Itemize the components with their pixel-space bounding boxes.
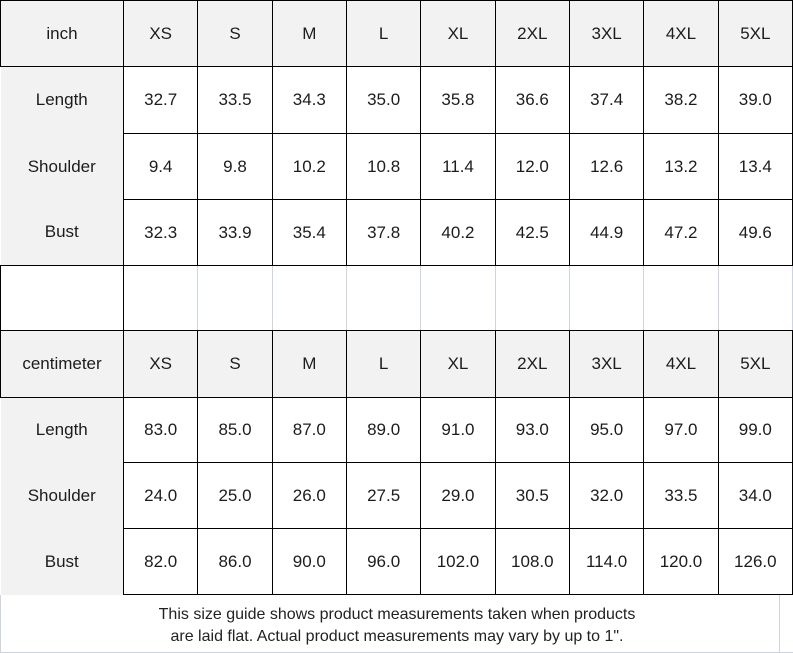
measurement-value: 44.9 (569, 200, 643, 266)
measurement-value: 13.2 (644, 134, 718, 200)
measurement-value: 9.8 (198, 134, 272, 200)
unit-header-centimeter: centimeter (1, 331, 124, 398)
measurement-value: 85.0 (198, 398, 272, 463)
measurement-value: 32.3 (124, 200, 198, 266)
measurement-value: 39.0 (718, 67, 792, 134)
size-column-header: S (198, 331, 272, 398)
disclaimer-line-2: are laid flat. Actual product measurements may vary by up to 1". (170, 628, 624, 645)
spacer-cell (272, 266, 346, 331)
measurement-label: Shoulder (1, 463, 124, 529)
measurement-value: 126.0 (718, 529, 792, 595)
measurement-value: 42.5 (495, 200, 569, 266)
measurement-value: 86.0 (198, 529, 272, 595)
size-column-header: L (346, 1, 420, 67)
measurement-value: 9.4 (124, 134, 198, 200)
spacer-row (1, 266, 793, 331)
size-column-header: 2XL (495, 331, 569, 398)
measurement-value: 26.0 (272, 463, 346, 529)
measurement-value: 35.8 (421, 67, 495, 134)
size-column-header: 4XL (644, 1, 718, 67)
spacer-cell (124, 266, 198, 331)
spacer-cell (644, 266, 718, 331)
row-length-inch (1, 67, 793, 134)
measurement-value: 97.0 (644, 398, 718, 463)
measurement-value: 95.0 (569, 398, 643, 463)
measurement-value: 10.8 (346, 134, 420, 200)
measurement-value: 37.8 (346, 200, 420, 266)
measurement-value: 32.7 (124, 67, 198, 134)
measurement-value: 37.4 (569, 67, 643, 134)
measurement-value: 33.9 (198, 200, 272, 266)
measurement-value: 90.0 (272, 529, 346, 595)
size-column-header: 2XL (495, 1, 569, 67)
size-column-header: 3XL (569, 1, 643, 67)
measurement-label: Bust (1, 200, 124, 266)
size-column-header: XL (421, 331, 495, 398)
disclaimer-line-1: This size guide shows product measurements taken when products (158, 606, 636, 623)
measurement-value: 49.6 (718, 200, 792, 266)
size-column-header: M (272, 1, 346, 67)
measurement-value: 35.0 (346, 67, 420, 134)
measurement-value: 33.5 (198, 67, 272, 134)
measurement-value: 82.0 (124, 529, 198, 595)
size-column-header: 5XL (718, 1, 792, 67)
measurement-value: 24.0 (124, 463, 198, 529)
header-row-centimeter (1, 331, 793, 398)
gridline (779, 595, 781, 652)
measurement-value: 34.0 (718, 463, 792, 529)
size-column-header: L (346, 331, 420, 398)
size-column-header: XS (124, 1, 198, 67)
measurement-value: 34.3 (272, 67, 346, 134)
size-column-header: 3XL (569, 331, 643, 398)
measurement-value: 91.0 (421, 398, 495, 463)
measurement-value: 47.2 (644, 200, 718, 266)
measurement-value: 38.2 (644, 67, 718, 134)
spacer-cell (421, 266, 495, 331)
header-row-inch (1, 1, 793, 67)
measurement-value: 12.6 (569, 134, 643, 200)
measurement-value: 83.0 (124, 398, 198, 463)
measurement-value: 32.0 (569, 463, 643, 529)
measurement-value: 40.2 (421, 200, 495, 266)
measurement-value: 96.0 (346, 529, 420, 595)
spacer-cell (495, 266, 569, 331)
spacer-cell (569, 266, 643, 331)
row-length-cm (1, 398, 793, 463)
measurement-label: Length (1, 398, 124, 463)
measurement-value: 27.5 (346, 463, 420, 529)
measurement-label: Length (1, 67, 124, 134)
measurement-value: 36.6 (495, 67, 569, 134)
measurement-value: 25.0 (198, 463, 272, 529)
row-shoulder-inch (1, 134, 793, 200)
measurement-value: 29.0 (421, 463, 495, 529)
row-bust-inch (1, 200, 793, 266)
measurement-value: 114.0 (569, 529, 643, 595)
measurement-label: Shoulder (1, 134, 124, 200)
measurement-value: 33.5 (644, 463, 718, 529)
measurement-value: 13.4 (718, 134, 792, 200)
measurement-value: 108.0 (495, 529, 569, 595)
row-bust-cm (1, 529, 793, 595)
spacer-cell (346, 266, 420, 331)
measurement-value: 11.4 (421, 134, 495, 200)
measurement-value: 120.0 (644, 529, 718, 595)
row-shoulder-cm (1, 463, 793, 529)
measurement-value: 89.0 (346, 398, 420, 463)
size-column-header: S (198, 1, 272, 67)
measurement-value: 99.0 (718, 398, 792, 463)
measurement-value: 30.5 (495, 463, 569, 529)
measurement-value: 102.0 (421, 529, 495, 595)
unit-header-inch: inch (1, 1, 124, 67)
size-column-header: 4XL (644, 331, 718, 398)
size-guide-disclaimer (0, 595, 793, 653)
measurement-value: 87.0 (272, 398, 346, 463)
size-column-header: XL (421, 1, 495, 67)
size-column-header: XS (124, 331, 198, 398)
measurement-label: Bust (1, 529, 124, 595)
measurement-value: 35.4 (272, 200, 346, 266)
spacer-cell (1, 266, 124, 331)
size-column-header: 5XL (718, 331, 792, 398)
size-column-header: M (272, 331, 346, 398)
measurement-value: 10.2 (272, 134, 346, 200)
spacer-cell (718, 266, 792, 331)
measurement-value: 93.0 (495, 398, 569, 463)
spacer-cell (198, 266, 272, 331)
measurement-value: 12.0 (495, 134, 569, 200)
